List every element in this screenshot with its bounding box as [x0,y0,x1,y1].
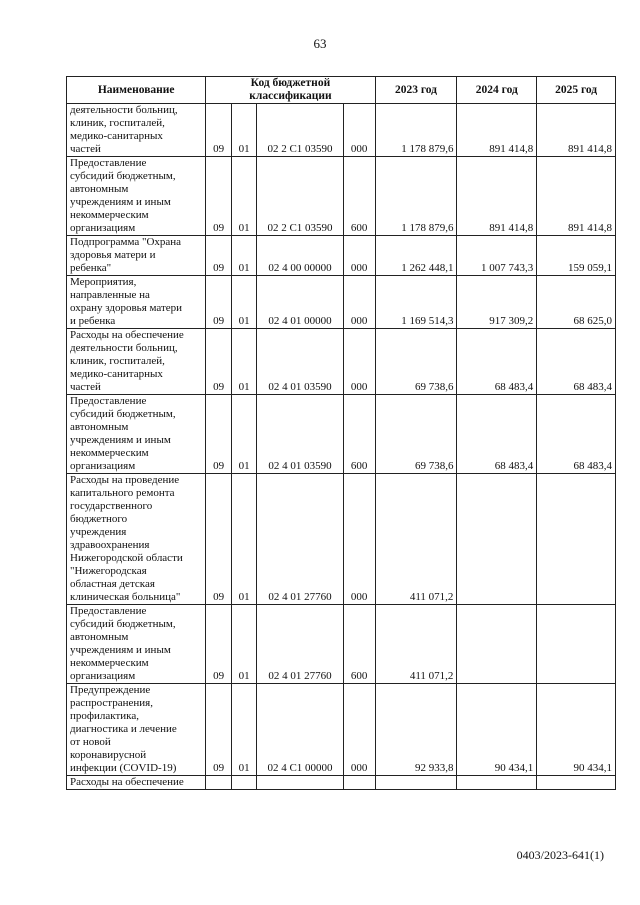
value-2025-cell: 891 414,8 [537,104,616,157]
code-expense-type-cell: 000 [343,236,375,276]
value-2025-cell: 68 483,4 [537,329,616,395]
name-cell [67,395,206,474]
header-name: Наименование [67,77,206,104]
table-row [67,236,616,276]
value-2023-cell: 1 178 879,6 [375,104,457,157]
value-2023-cell: 92 933,8 [375,684,457,776]
name-cell [67,104,206,157]
code-target-article-cell: 02 4 01 00000 [257,276,343,329]
code-target-article-cell [257,776,343,790]
code-target-article-cell: 02 2 С1 03590 [257,104,343,157]
name-cell [67,157,206,236]
value-2023-cell: 69 738,6 [375,395,457,474]
code-section-cell: 09 [206,395,232,474]
value-2023-cell: 1 169 514,3 [375,276,457,329]
name-cell [67,776,206,790]
code-subsection-cell: 01 [231,395,257,474]
code-target-article-cell: 02 2 С1 03590 [257,157,343,236]
name-cell [67,276,206,329]
code-expense-type-cell: 600 [343,157,375,236]
table-body [67,104,616,790]
value-2024-cell [457,605,537,684]
value-2023-cell [375,776,457,790]
code-section-cell: 09 [206,104,232,157]
table-row [67,104,616,157]
value-2024-cell [457,474,537,605]
code-section-cell: 09 [206,605,232,684]
code-subsection-cell: 01 [231,157,257,236]
table-row [67,276,616,329]
row-name-text: Расходы на обеспечение деятельности больниц, клиник, госпиталей, медико-санитарных частей [70,329,184,393]
row-name-text: Предоставление субсидий бюджетным, автономным учреждениям и иным некоммерческим организациям [70,605,176,682]
code-target-article-cell: 02 4 01 27760 [257,605,343,684]
code-target-article-cell: 02 4 00 00000 [257,236,343,276]
code-subsection-cell: 01 [231,605,257,684]
code-section-cell [206,776,232,790]
header-2024: 2024 год [457,77,537,104]
budget-table [66,76,616,790]
table-row [67,605,616,684]
table-row [67,684,616,776]
value-2024-cell: 1 007 743,3 [457,236,537,276]
value-2025-cell: 68 483,4 [537,395,616,474]
value-2023-cell: 411 071,2 [375,605,457,684]
code-subsection-cell: 01 [231,104,257,157]
value-2025-cell [537,776,616,790]
name-cell [67,605,206,684]
value-2025-cell: 68 625,0 [537,276,616,329]
value-2024-cell: 90 434,1 [457,684,537,776]
row-name-text: Расходы на обеспечение [70,776,184,788]
header-2023: 2023 год [375,77,457,104]
code-expense-type-cell [343,776,375,790]
code-expense-type-cell: 000 [343,104,375,157]
table-row [67,776,616,790]
row-name-text: деятельности больниц, клиник, госпиталей, медико-санитарных частей [70,104,178,155]
value-2025-cell [537,605,616,684]
value-2023-cell: 411 071,2 [375,474,457,605]
table-header-row [67,77,616,104]
table-row [67,474,616,605]
code-section-cell: 09 [206,236,232,276]
table-row [67,329,616,395]
code-subsection-cell: 01 [231,236,257,276]
name-cell [67,236,206,276]
row-name-text: Подпрограмма "Охрана здоровья матери и ребенка" [70,236,182,274]
code-target-article-cell: 02 4 01 27760 [257,474,343,605]
code-expense-type-cell: 600 [343,605,375,684]
document-code: 0403/2023-641(1) [516,848,604,862]
row-name-text: Расходы на проведение капитального ремонта государственного бюджетного учреждения здравоохранения Нижегородской области "Нижегородская областная детская клиническая больница" [70,474,183,603]
code-subsection-cell: 01 [231,329,257,395]
value-2023-cell: 69 738,6 [375,329,457,395]
value-2024-cell [457,776,537,790]
code-section-cell: 09 [206,684,232,776]
code-expense-type-cell: 000 [343,276,375,329]
code-section-cell: 09 [206,329,232,395]
code-subsection-cell: 01 [231,474,257,605]
code-section-cell: 09 [206,157,232,236]
value-2024-cell: 917 309,2 [457,276,537,329]
value-2025-cell [537,474,616,605]
code-expense-type-cell: 000 [343,329,375,395]
code-expense-type-cell: 600 [343,395,375,474]
page-number: 63 [313,36,327,51]
name-cell [67,684,206,776]
code-subsection-cell [231,776,257,790]
table-row [67,395,616,474]
code-expense-type-cell: 000 [343,684,375,776]
value-2025-cell: 90 434,1 [537,684,616,776]
value-2023-cell: 1 178 879,6 [375,157,457,236]
table-row [67,157,616,236]
value-2024-cell: 891 414,8 [457,157,537,236]
row-name-text: Предоставление субсидий бюджетным, автономным учреждениям и иным некоммерческим организациям [70,157,176,234]
code-section-cell: 09 [206,276,232,329]
row-name-text: Мероприятия, направленные на охрану здоровья матери и ребенка [70,276,183,327]
row-name-text: Предоставление субсидий бюджетным, автономным учреждениям и иным некоммерческим организациям [70,395,176,472]
value-2025-cell: 159 059,1 [537,236,616,276]
value-2024-cell: 891 414,8 [457,104,537,157]
code-subsection-cell: 01 [231,684,257,776]
value-2025-cell: 891 414,8 [537,157,616,236]
name-cell [67,474,206,605]
code-target-article-cell: 02 4 С1 00000 [257,684,343,776]
name-cell [67,329,206,395]
header-2025: 2025 год [537,77,616,104]
row-name-text: Предупреждение распространения, профилактика, диагностика и лечение от новой коронавирусной инфекции (COVID-19) [70,684,177,774]
code-section-cell: 09 [206,474,232,605]
code-subsection-cell: 01 [231,276,257,329]
code-expense-type-cell: 000 [343,474,375,605]
value-2024-cell: 68 483,4 [457,395,537,474]
value-2023-cell: 1 262 448,1 [375,236,457,276]
value-2024-cell: 68 483,4 [457,329,537,395]
code-target-article-cell: 02 4 01 03590 [257,329,343,395]
header-code: Код бюджетной классификации [206,77,375,104]
code-target-article-cell: 02 4 01 03590 [257,395,343,474]
